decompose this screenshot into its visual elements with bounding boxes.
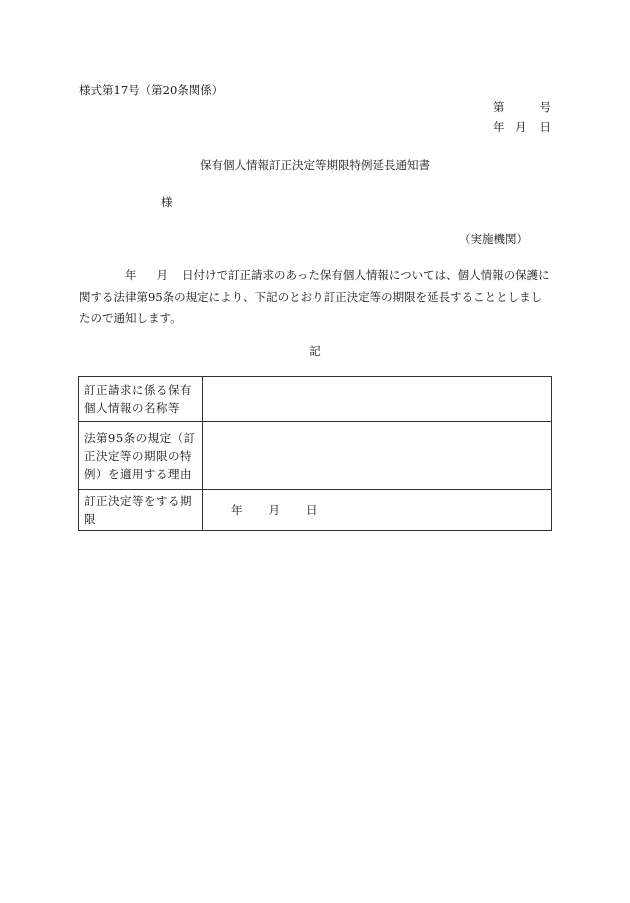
body-year: 年 bbox=[125, 268, 137, 282]
deadline-month: 月 bbox=[268, 503, 280, 517]
date-year: 年 bbox=[493, 120, 505, 134]
table-row bbox=[79, 422, 552, 490]
row-label-deadline: 訂正決定等をする期限 bbox=[79, 490, 203, 531]
row-value-deadline bbox=[203, 490, 552, 531]
document-number bbox=[493, 99, 551, 115]
row-value-info-name bbox=[203, 377, 552, 422]
body-text: 日付けで訂正請求のあった保有個人情報については、個人情報の保護に関する法律第95条の規定により、下記のとおり訂正決定等の期限を延長することとしましたので通知します。 bbox=[79, 268, 550, 325]
date-day: 日 bbox=[539, 120, 551, 134]
row-value-reason bbox=[203, 422, 552, 490]
doc-number-prefix: 第 bbox=[493, 100, 505, 114]
body-paragraph bbox=[79, 265, 552, 330]
row-label-reason: 法第95条の規定（訂正決定等の期限の特例）を適用する理由 bbox=[79, 422, 203, 490]
deadline-day: 日 bbox=[306, 503, 318, 517]
body-month: 月 bbox=[156, 268, 168, 282]
table-row bbox=[79, 377, 552, 422]
deadline-year: 年 bbox=[231, 503, 243, 517]
addressee-honorific: 様 bbox=[161, 195, 173, 209]
date-month: 月 bbox=[515, 120, 527, 134]
issuing-agency: （実施機関） bbox=[459, 232, 528, 246]
doc-number-suffix: 号 bbox=[539, 100, 551, 114]
document-title: 保有個人情報訂正決定等期限特例延長通知書 bbox=[200, 158, 430, 172]
info-table bbox=[78, 376, 552, 531]
ki-heading: 記 bbox=[309, 344, 321, 358]
row-label-info-name: 訂正請求に係る保有個人情報の名称等 bbox=[79, 377, 203, 422]
form-number: 様式第17号（第20条関係） bbox=[79, 83, 224, 97]
table-row bbox=[79, 490, 552, 531]
